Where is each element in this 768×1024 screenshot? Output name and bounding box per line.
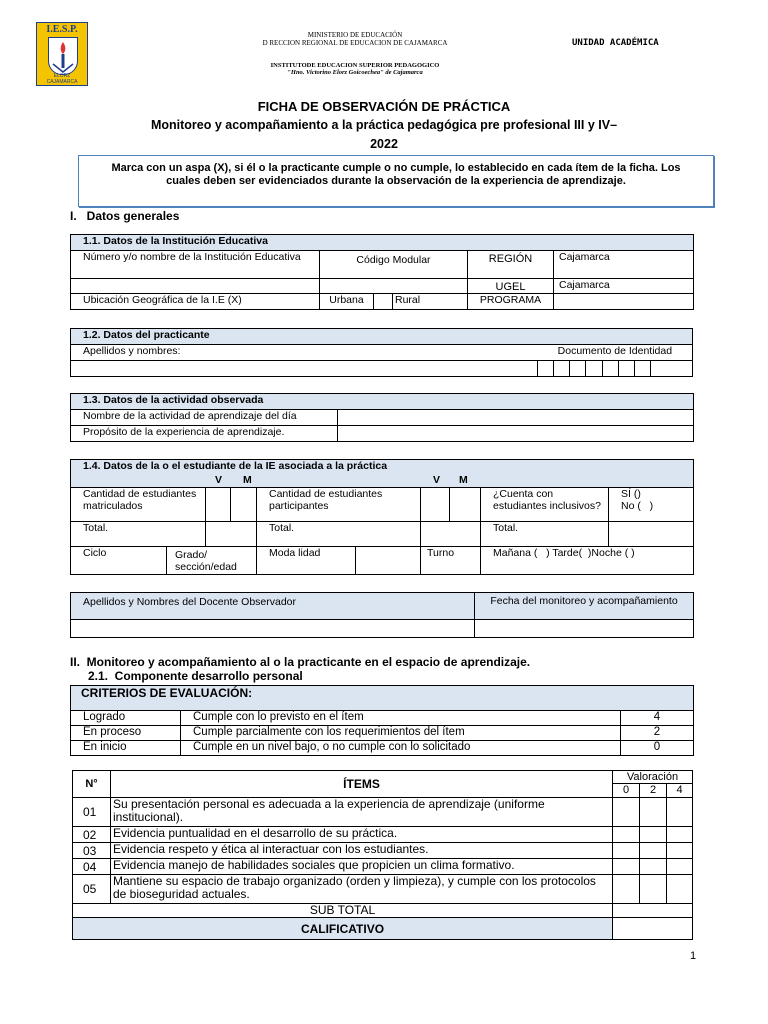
rating-0-cell[interactable] (613, 875, 640, 904)
criteria-row (71, 726, 694, 741)
male-label-2: V (433, 474, 441, 486)
rating-2-cell[interactable] (640, 827, 667, 843)
inclusive-total-field[interactable] (609, 522, 694, 547)
rating-0-cell[interactable] (613, 859, 640, 875)
item-row (73, 827, 693, 843)
rural-option[interactable]: Rural (393, 294, 468, 310)
form-year: 2022 (370, 137, 398, 151)
table-1-4-title (71, 460, 694, 488)
items-number-header: N° (73, 771, 111, 798)
full-name-field[interactable] (71, 361, 538, 377)
id-digit-box[interactable] (538, 361, 554, 377)
rating-0-cell[interactable] (613, 827, 640, 843)
students-table (70, 459, 694, 575)
inclusive-no[interactable]: No ( ) (621, 500, 654, 512)
participants-total-field[interactable] (421, 522, 481, 547)
criteria-score: 4 (621, 711, 694, 726)
shift-options[interactable]: Mañana ( ) Tarde( )Noche ( ) (481, 547, 694, 575)
rating-0-cell[interactable] (613, 798, 640, 827)
section-2-1-heading: 2.1. Componente desarrollo personal (88, 669, 303, 683)
shift-label: Turno (421, 547, 481, 575)
item-text: Su presentación personal es adecuada a la experiencia de aprendizaje (uniforme institucional). (111, 798, 613, 827)
rating-4-cell[interactable] (667, 843, 693, 859)
id-digit-box[interactable] (570, 361, 586, 377)
item-row (73, 875, 693, 904)
institute-type: INSTITUTODE EDUCACION SUPERIOR PEDAGOGICO (270, 62, 440, 69)
item-row (73, 843, 693, 859)
criteria-level: En proceso (71, 726, 181, 741)
id-digit-box[interactable] (650, 361, 692, 377)
institution-name-label: Número y/o nombre de la Institución Educativa (71, 251, 320, 279)
logo-bottom-text: CAJAMARCA (46, 79, 78, 85)
item-number: 02 (73, 827, 111, 843)
full-name-label: Apellidos y nombres: (71, 345, 538, 361)
grade-field[interactable] (613, 918, 693, 940)
id-digit-box[interactable] (602, 361, 618, 377)
inclusive-total-label: Total. (481, 522, 609, 547)
rating-4-cell[interactable] (667, 875, 693, 904)
logo-torch-icon (49, 38, 77, 74)
urban-option[interactable]: Urbana (320, 294, 374, 310)
item-text: Evidencia puntualidad en el desarrollo de su práctica. (111, 827, 613, 843)
observer-name-field[interactable] (71, 620, 475, 638)
observer-name-label: Apellidos y Nombres del Docente Observador (71, 593, 475, 620)
id-digit-box[interactable] (554, 361, 570, 377)
item-text: Evidencia respeto y ética al interactuar con los estudiantes. (111, 843, 613, 859)
item-number: 04 (73, 859, 111, 875)
inclusive-label: ¿Cuenta con estudiantes inclusivos? (481, 488, 609, 522)
ugel-value[interactable]: Cajamarca (554, 279, 694, 294)
monitoring-date-field[interactable] (475, 620, 694, 638)
urban-check[interactable] (374, 294, 393, 310)
form-subtitle: Monitoreo y acompañamiento a la práctica pedagógica pre profesional III y IV– (150, 118, 618, 132)
ugel-label: UGEL (468, 279, 554, 294)
enrolled-label: Cantidad de estudiantes matriculados (71, 488, 206, 522)
grade-label: Grado/ sección/edad (167, 547, 257, 575)
institution-table (70, 234, 694, 310)
rating-4-header: 4 (667, 784, 693, 798)
rating-2-header: 2 (640, 784, 667, 798)
criteria-level: Logrado (71, 711, 181, 726)
rating-4-cell[interactable] (667, 827, 693, 843)
grade-label-final: CALIFICATIVO (73, 918, 613, 940)
item-text: Mantiene su espacio de trabajo organizado (orden y limpieza), y cumple con los protocolos de bioseguridad actuales. (111, 875, 613, 904)
subtotal-label: SUB TOTAL (73, 904, 613, 918)
inclusive-options[interactable] (609, 488, 694, 522)
id-digit-box[interactable] (618, 361, 634, 377)
section-2-heading: II. Monitoreo y acompañamiento al o la practicante en el espacio de aprendizaje. (70, 655, 531, 669)
academic-unit: UNIDAD ACADÉMICA (572, 38, 659, 48)
institution-name-field[interactable] (71, 279, 320, 294)
enrolled-male-field[interactable] (206, 488, 231, 522)
enrolled-total-field[interactable] (206, 522, 257, 547)
activity-name-field[interactable] (338, 410, 694, 426)
subtotal-row (73, 904, 693, 918)
enrolled-female-field[interactable] (231, 488, 257, 522)
institution-logo (36, 22, 88, 86)
rating-2-cell[interactable] (640, 843, 667, 859)
item-number: 05 (73, 875, 111, 904)
purpose-label: Propósito de la experiencia de aprendizaje. (71, 426, 338, 442)
criteria-description: Cumple con lo previsto en el ítem (181, 711, 621, 726)
instructions-box (78, 155, 714, 207)
page-number: 1 (690, 950, 697, 962)
id-document-label: Documento de Identidad (538, 345, 693, 361)
activity-table (70, 393, 694, 442)
purpose-field[interactable] (338, 426, 694, 442)
modality-field[interactable] (356, 547, 421, 575)
item-number: 03 (73, 843, 111, 859)
criteria-description: Cumple parcialmente con los requerimientos del ítem (181, 726, 621, 741)
ministry-name: MINISTERIO DE EDUCACIÓN (307, 31, 403, 39)
criteria-description: Cumple en un nivel bajo, o no cumple con lo solicitado (181, 741, 621, 756)
cycle-label: Ciclo (71, 547, 167, 575)
rating-0-cell[interactable] (613, 843, 640, 859)
male-label-1: V (215, 474, 223, 486)
criteria-score: 0 (621, 741, 694, 756)
id-digit-box[interactable] (634, 361, 650, 377)
item-number: 01 (73, 798, 111, 827)
location-label: Ubicación Geográfica de la I.E (X) (71, 294, 320, 310)
observer-table (70, 592, 694, 638)
rating-4-cell[interactable] (667, 859, 693, 875)
participants-label: Cantidad de estudiantes participantes (257, 488, 421, 522)
table-1-2-title: 1.2. Datos del practicante (71, 329, 693, 345)
criteria-table (70, 685, 694, 756)
rating-0-header: 0 (613, 784, 640, 798)
program-field[interactable] (554, 294, 694, 310)
instructions-text: Marca con un aspa (X), si él o la practicante cumple o no cumple, lo establecido en cada ítem de la ficha. Los cuales deben ser evidenciados durante la observación de la experiencia de aprendizaje. (111, 162, 681, 187)
criteria-title: CRITERIOS DE EVALUACIÓN: (71, 686, 694, 711)
rating-2-cell[interactable] (640, 875, 667, 904)
rating-4-cell[interactable] (667, 798, 693, 827)
monitoring-date-label: Fecha del monitoreo y acompañamiento (475, 593, 694, 620)
criteria-level: En inicio (71, 741, 181, 756)
activity-name-label: Nombre de la actividad de aprendizaje del día (71, 410, 338, 426)
section-1-heading: I. Datos generales (70, 209, 180, 223)
table-1-3-title: 1.3. Datos de la actividad observada (71, 394, 694, 410)
participants-total-label: Total. (257, 522, 421, 547)
participants-female-field[interactable] (450, 488, 481, 522)
item-row (73, 798, 693, 827)
inclusive-yes[interactable]: SÍ () (621, 488, 641, 500)
female-label-1: M (243, 474, 252, 486)
criteria-row (71, 711, 694, 726)
practitioner-table (70, 328, 693, 377)
item-row (73, 859, 693, 875)
rating-2-cell[interactable] (640, 798, 667, 827)
item-text: Evidencia manejo de habilidades sociales que propicien un clima formativo. (111, 859, 613, 875)
items-header: ÍTEMS (111, 771, 613, 798)
modular-code-field[interactable] (320, 279, 468, 294)
form-title: FICHA DE OBSERVACIÓN DE PRÁCTICA (257, 99, 511, 114)
region-label: REGIÓN (468, 251, 554, 279)
table-1-1-title: 1.1. Datos de la Institución Educativa (71, 235, 694, 251)
enrolled-total-label: Total. (71, 522, 206, 547)
participants-male-field[interactable] (421, 488, 450, 522)
regional-direction: D RECCION REGIONAL DE EDUCACION DE CAJAMARCA (262, 39, 448, 47)
logo-emblem (48, 37, 78, 75)
subtotal-field[interactable] (613, 904, 693, 918)
criteria-score: 2 (621, 726, 694, 741)
logo-mid-text: ELORZ (53, 73, 71, 79)
female-label-2: M (459, 474, 468, 486)
criteria-row (71, 741, 694, 756)
rating-header: Valoración (613, 771, 693, 784)
rating-2-cell[interactable] (640, 859, 667, 875)
modular-code-label: Código Modular (320, 251, 468, 279)
grade-row (73, 918, 693, 940)
modality-label: Moda lidad (257, 547, 356, 575)
table-1-4-title-text: 1.4. Datos de la o el estudiante de la IE asociada a la práctica (83, 460, 388, 472)
items-table (72, 770, 693, 940)
region-value[interactable]: Cajamarca (554, 251, 694, 279)
logo-top-text: I.E.S.P. (46, 24, 78, 35)
id-digit-box[interactable] (586, 361, 602, 377)
program-label: PROGRAMA (468, 294, 554, 310)
institute-name: "Hno. Victorino Elorz Goicoechea" de Cajamarca (287, 69, 423, 76)
